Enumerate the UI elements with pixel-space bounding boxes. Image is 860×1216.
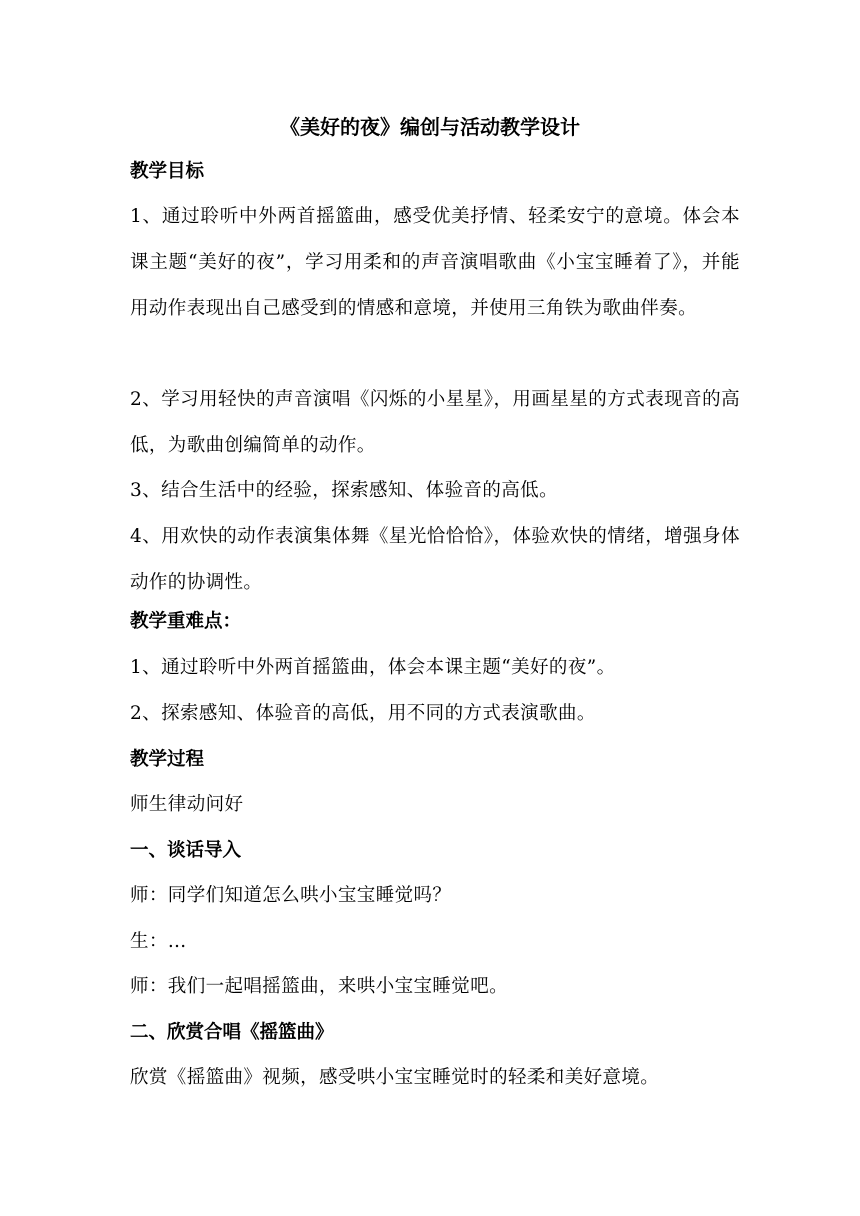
keypoints-heading: 教学重难点： [130,611,242,632]
objective-4: 4、用欢快的动作表演集体舞《星光恰恰恰》，体验欢快的情绪，增强身体动作的协调性。 [130,526,740,593]
part1-line-3: 师：我们一起唱摇篮曲，来哄小宝宝睡觉吧。 [130,976,509,997]
part1-line-2: 生：… [130,931,187,952]
process-heading: 教学过程 [130,749,205,770]
objective-1: 1、通过聆听中外两首摇篮曲，感受优美抒情、轻柔安宁的意境。体会本课主题“美好的夜”，学习用柔和的声音演唱歌曲《小宝宝睡着了》，并能用动作表现出自己感受到的情感和意境，并使用三角铁为歌曲伴奏。 [130,206,740,319]
keypoint-1: 1、通过聆听中外两首摇篮曲，体会本课主题“美好的夜”。 [130,657,616,678]
part2-heading: 二、欣赏合唱《摇篮曲》 [130,1022,334,1043]
process-intro: 师生律动问好 [130,794,244,815]
objectives-heading: 教学目标 [130,161,205,182]
part1-heading: 一、谈话导入 [130,840,242,861]
document-title: 《美好的夜》编创与活动教学设计 [280,115,580,139]
part2-line-1: 欣赏《摇篮曲》视频，感受哄小宝宝睡觉时的轻柔和美好意境。 [130,1067,660,1088]
objective-2: 2、学习用轻快的声音演唱《闪烁的小星星》，用画星星的方式表现音的高低，为歌曲创编简单的动作。 [130,389,740,456]
objective-3: 3、结合生活中的经验，探索感知、体验音的高低。 [130,480,558,501]
keypoint-2: 2、探索感知、体验音的高低，用不同的方式表演歌曲。 [130,703,596,724]
part1-line-1: 师：同学们知道怎么哄小宝宝睡觉吗？ [130,885,452,906]
